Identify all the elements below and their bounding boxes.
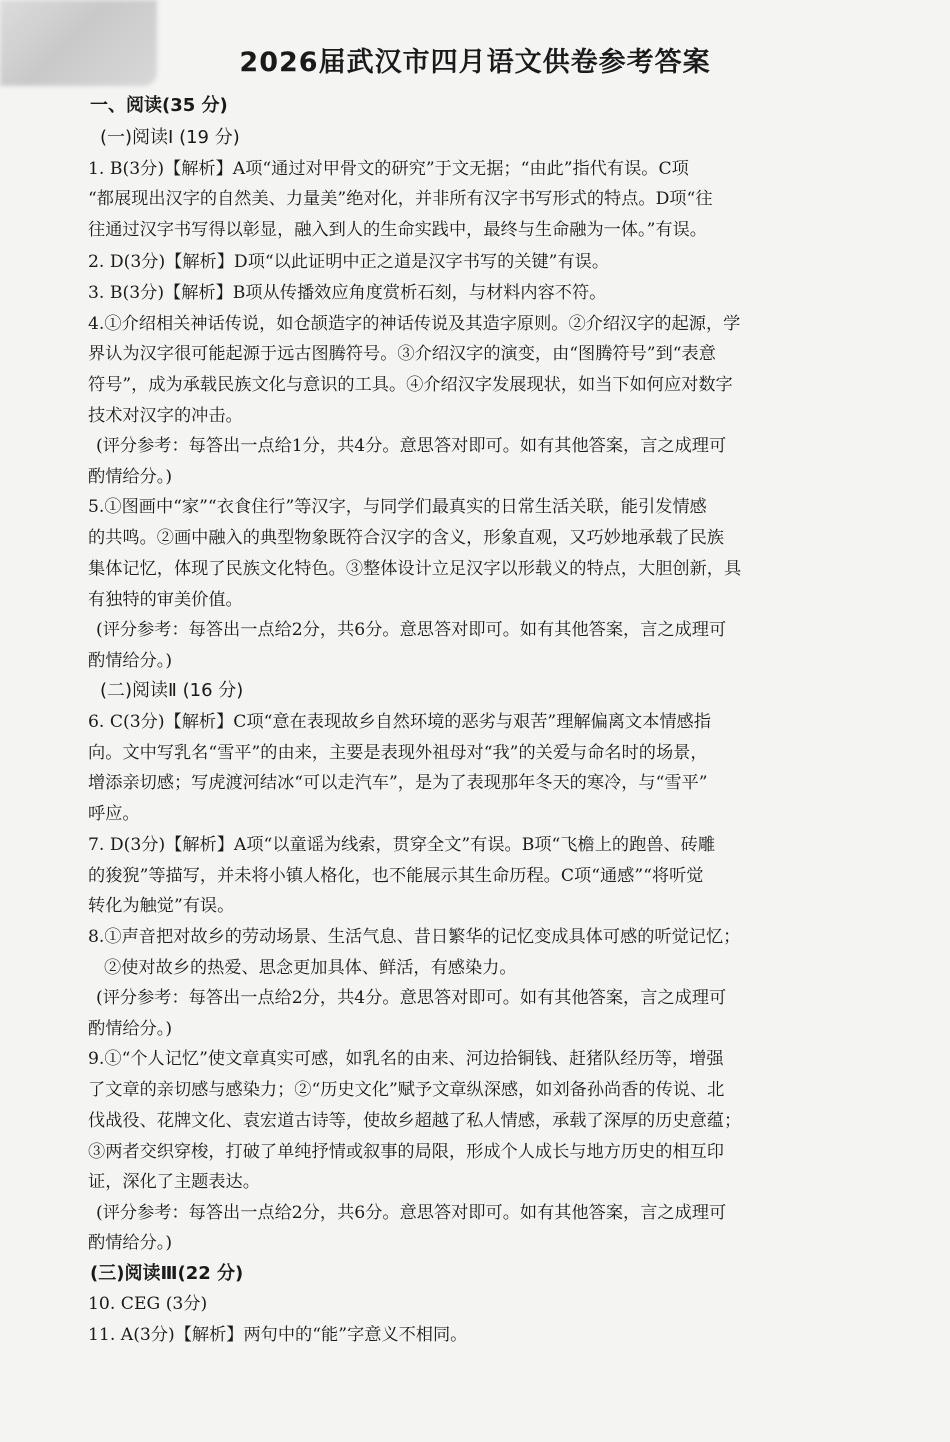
- answer-line: 集体记忆，体现了民族文化特色。③整体设计立足汉字以形载义的特点，大胆创新，具: [88, 559, 742, 579]
- answer-line: 增添亲切感；写虎渡河结冰“可以走汽车”，是为了表现那年冬天的寒冷，与“雪平”: [88, 773, 708, 793]
- answer-line: 呼应。: [88, 804, 140, 824]
- scoring-note: (评分参考：每答出一点给1分，共4分。意思答对即可。如有其他答案，言之成理可: [96, 436, 727, 456]
- scoring-note: 酌情给分。): [88, 467, 173, 487]
- answer-line: 了文章的亲切感与感染力；②“历史文化”赋予文章纵深感，如刘备孙尚香的传说、北: [88, 1080, 725, 1100]
- answer-line: 界认为汉字很可能起源于远古图腾符号。③介绍汉字的演变，由“图腾符号”到“表意: [88, 344, 716, 364]
- answer-line: 的狻猊”等描写，并未将小镇人格化，也不能展示其生命历程。C项“通感”“将听觉: [88, 866, 704, 886]
- scoring-note: (评分参考：每答出一点给2分，共4分。意思答对即可。如有其他答案，言之成理可: [96, 988, 727, 1008]
- answer-line: 2. D(3分)【解析】D项“以此证明中正之道是汉字书写的关键”有误。: [88, 252, 610, 272]
- answer-line: 转化为触觉”有误。: [88, 896, 235, 916]
- subsection-heading: (一)阅读Ⅰ (19 分): [100, 127, 240, 148]
- answer-line: 10. CEG (3分): [88, 1294, 208, 1314]
- answer-line: 9.①“个人记忆”使文章真实可感，如乳名的由来、河边拾铜钱、赶猪队经历等，增强: [88, 1049, 724, 1069]
- page-title: 2026届武汉市四月语文供卷参考答案: [239, 47, 711, 78]
- scoring-note: 酌情给分。): [88, 1233, 173, 1253]
- scoring-note: 酌情给分。): [88, 1019, 173, 1039]
- answer-line: 11. A(3分)【解析】两句中的“能”字意义不相同。: [88, 1325, 468, 1345]
- subsection-heading: (三)阅读Ⅲ(22 分): [90, 1263, 244, 1284]
- subsection-heading: (二)阅读Ⅱ (16 分): [100, 680, 244, 701]
- answer-line: 伐战役、花牌文化、袁宏道古诗等，使故乡超越了私人情感，承载了深厚的历史意蕴；: [88, 1111, 742, 1131]
- scoring-note: (评分参考：每答出一点给2分，共6分。意思答对即可。如有其他答案，言之成理可: [96, 620, 727, 640]
- answer-line: ②使对故乡的热爱、思念更加具体、鲜活，有感染力。: [104, 958, 517, 978]
- answer-line: 4.①介绍相关神话传说，如仓颉造字的神话传说及其造字原则。②介绍汉字的起源，学: [88, 314, 741, 334]
- answer-line: 5.①图画中“家”“衣食住行”等汉字，与同学们最真实的日常生活关联，能引发情感: [88, 497, 707, 517]
- scoring-note: (评分参考：每答出一点给2分，共6分。意思答对即可。如有其他答案，言之成理可: [96, 1203, 727, 1223]
- answer-line: 证，深化了主题表达。: [88, 1172, 260, 1192]
- answer-line: 3. B(3分)【解析】B项从传播效应角度赏析石刻，与材料内容不符。: [88, 283, 607, 303]
- answer-line: 向。文中写乳名“雪平”的由来，主要是表现外祖母对“我”的关爱与命名时的场景，: [88, 743, 708, 763]
- section-heading: 一、阅读(35 分): [90, 95, 228, 116]
- answer-line: 有独特的审美价值。: [88, 590, 243, 610]
- scoring-note: 酌情给分。): [88, 651, 173, 671]
- answer-line: 7. D(3分)【解析】A项“以童谣为线索，贯穿全文”有误。B项“飞檐上的跑兽、砖雕: [88, 835, 716, 855]
- answer-line: 1. B(3分)【解析】A项“通过对甲骨文的研究”于文无据；“由此”指代有误。C项: [88, 159, 689, 179]
- answer-line: 符号”，成为承载民族文化与意识的工具。④介绍汉字发展现状，如当下如何应对数字: [88, 375, 733, 395]
- answer-line: 技术对汉字的冲击。: [88, 406, 243, 426]
- answer-line: “都展现出汉字的自然美、力量美”绝对化，并非所有汉字书写形式的特点。D项“往: [88, 189, 713, 209]
- answer-line: 的共鸣。②画中融入的典型物象既符合汉字的含义，形象直观，又巧妙地承载了民族: [88, 528, 724, 548]
- answer-line: 6. C(3分)【解析】C项“意在表现故乡自然环境的恶劣与艰苦”理解偏离文本情感指: [88, 712, 711, 732]
- answer-line: 8.①声音把对故乡的劳动场景、生活气息、昔日繁华的记忆变成具体可感的听觉记忆；: [88, 927, 741, 947]
- answer-line: 往通过汉字书写得以彰显，融入到人的生命实践中，最终与生命融为一体。”有误。: [88, 220, 707, 240]
- answer-line: ③两者交织穿梭，打破了单纯抒情或叙事的局限，形成个人成长与地方历史的相互印: [88, 1142, 724, 1162]
